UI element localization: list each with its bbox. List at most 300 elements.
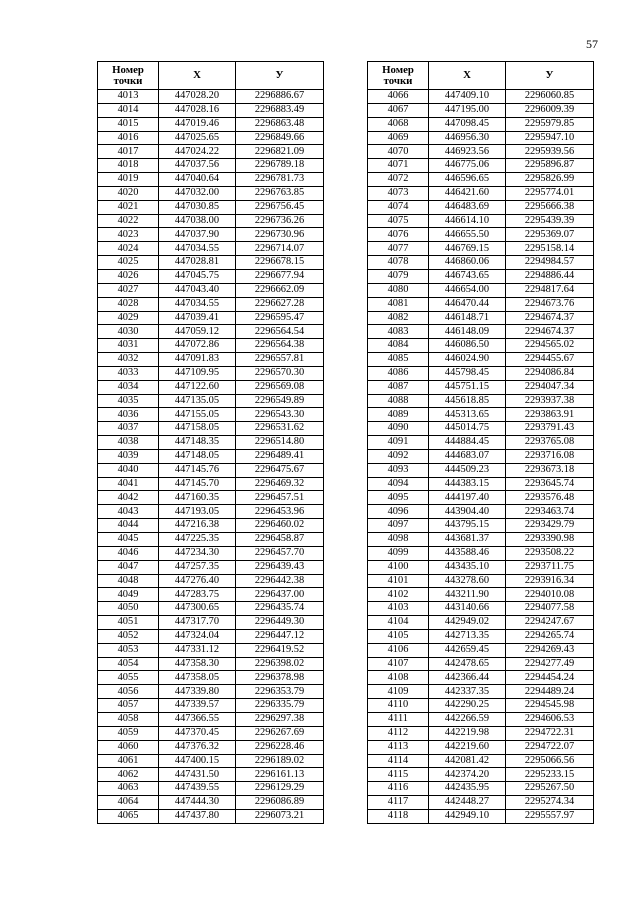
x-coordinate-cell: 447032.00 <box>159 186 236 200</box>
y-coordinate-cell: 2296442.38 <box>236 574 324 588</box>
table-row <box>368 643 594 657</box>
y-coordinate-cell: 2294545.98 <box>506 699 594 713</box>
y-coordinate-cell: 2296662.09 <box>236 283 324 297</box>
x-coordinate-cell: 447028.81 <box>159 256 236 270</box>
y-coordinate-cell: 2296086.89 <box>236 796 324 810</box>
x-coordinate-cell: 446148.71 <box>429 311 506 325</box>
y-coordinate-cell: 2293916.34 <box>506 574 594 588</box>
y-coordinate-cell: 2296447.12 <box>236 629 324 643</box>
point-number-cell: 4039 <box>98 449 159 463</box>
y-coordinate-cell: 2296821.09 <box>236 145 324 159</box>
point-number-cell: 4110 <box>368 699 429 713</box>
point-number-cell: 4114 <box>368 754 429 768</box>
table-header-row <box>368 62 594 90</box>
point-number-cell: 4111 <box>368 712 429 726</box>
point-number-cell: 4015 <box>98 117 159 131</box>
table-row <box>368 145 594 159</box>
x-coordinate-cell: 446596.65 <box>429 173 506 187</box>
point-number-cell: 4104 <box>368 616 429 630</box>
y-coordinate-cell: 2295369.07 <box>506 228 594 242</box>
y-coordinate-cell: 2296189.02 <box>236 754 324 768</box>
point-number-cell: 4046 <box>98 546 159 560</box>
table-row <box>368 546 594 560</box>
table-row <box>368 657 594 671</box>
x-coordinate-cell: 447431.50 <box>159 768 236 782</box>
x-coordinate-cell: 447034.55 <box>159 297 236 311</box>
y-coordinate-cell: 2294454.24 <box>506 671 594 685</box>
table-row <box>98 339 324 353</box>
point-number-cell: 4023 <box>98 228 159 242</box>
table-row <box>98 159 324 173</box>
y-coordinate-cell: 2293716.08 <box>506 449 594 463</box>
point-number-cell: 4018 <box>98 159 159 173</box>
x-coordinate-cell: 444383.15 <box>429 477 506 491</box>
point-number-cell: 4066 <box>368 90 429 104</box>
x-coordinate-cell: 447039.41 <box>159 311 236 325</box>
header-point-number-line2: точки <box>113 74 143 87</box>
x-coordinate-cell: 445798.45 <box>429 366 506 380</box>
table-row <box>368 588 594 602</box>
y-coordinate-cell: 2295158.14 <box>506 242 594 256</box>
point-number-cell: 4052 <box>98 629 159 643</box>
table-row <box>98 256 324 270</box>
x-coordinate-cell: 447037.56 <box>159 159 236 173</box>
table-row <box>368 269 594 283</box>
y-coordinate-cell: 2295826.99 <box>506 173 594 187</box>
y-coordinate-cell: 2294984.57 <box>506 256 594 270</box>
x-coordinate-cell: 442478.65 <box>429 657 506 671</box>
table-row <box>368 809 594 823</box>
y-coordinate-cell: 2294673.76 <box>506 297 594 311</box>
y-coordinate-cell: 2296453.96 <box>236 505 324 519</box>
point-number-cell: 4029 <box>98 311 159 325</box>
y-coordinate-cell: 2294010.08 <box>506 588 594 602</box>
x-coordinate-cell: 447045.75 <box>159 269 236 283</box>
y-coordinate-cell: 2295939.56 <box>506 145 594 159</box>
table-row <box>98 602 324 616</box>
x-coordinate-cell: 442219.98 <box>429 726 506 740</box>
header-x: X <box>429 62 506 90</box>
x-coordinate-cell: 442266.59 <box>429 712 506 726</box>
x-coordinate-cell: 447409.10 <box>429 90 506 104</box>
y-coordinate-cell: 2296398.02 <box>236 657 324 671</box>
table-row <box>98 491 324 505</box>
table-row <box>368 380 594 394</box>
point-number-cell: 4043 <box>98 505 159 519</box>
point-number-cell: 4064 <box>98 796 159 810</box>
point-number-cell: 4051 <box>98 616 159 630</box>
x-coordinate-cell: 447437.80 <box>159 809 236 823</box>
point-number-cell: 4079 <box>368 269 429 283</box>
x-coordinate-cell: 447145.70 <box>159 477 236 491</box>
y-coordinate-cell: 2296353.79 <box>236 685 324 699</box>
point-number-cell: 4117 <box>368 796 429 810</box>
table-row <box>368 491 594 505</box>
x-coordinate-cell: 447366.55 <box>159 712 236 726</box>
y-coordinate-cell: 2296489.41 <box>236 449 324 463</box>
y-coordinate-cell: 2296678.15 <box>236 256 324 270</box>
y-coordinate-cell: 2294722.07 <box>506 740 594 754</box>
x-coordinate-cell: 447024.22 <box>159 145 236 159</box>
point-number-cell: 4105 <box>368 629 429 643</box>
y-coordinate-cell: 2296073.21 <box>236 809 324 823</box>
table-row <box>98 436 324 450</box>
y-coordinate-cell: 2294277.49 <box>506 657 594 671</box>
table-row <box>368 574 594 588</box>
coordinates-table-left <box>97 61 324 824</box>
x-coordinate-cell: 446956.30 <box>429 131 506 145</box>
y-coordinate-cell: 2295267.50 <box>506 782 594 796</box>
y-coordinate-cell: 2296627.28 <box>236 297 324 311</box>
x-coordinate-cell: 447135.05 <box>159 394 236 408</box>
header-point-number-line1: Номер <box>382 63 414 76</box>
y-coordinate-cell: 2294077.58 <box>506 602 594 616</box>
x-coordinate-cell: 447098.45 <box>429 117 506 131</box>
table-row <box>368 726 594 740</box>
table-row <box>98 712 324 726</box>
x-coordinate-cell: 447158.05 <box>159 422 236 436</box>
x-coordinate-cell: 444197.40 <box>429 491 506 505</box>
y-coordinate-cell: 2296549.89 <box>236 394 324 408</box>
point-number-cell: 4078 <box>368 256 429 270</box>
y-coordinate-cell: 2293463.74 <box>506 505 594 519</box>
point-number-cell: 4054 <box>98 657 159 671</box>
point-number-cell: 4033 <box>98 366 159 380</box>
y-coordinate-cell: 2294674.37 <box>506 311 594 325</box>
y-coordinate-cell: 2296458.87 <box>236 533 324 547</box>
table-row <box>98 519 324 533</box>
point-number-cell: 4048 <box>98 574 159 588</box>
header-x: X <box>159 62 236 90</box>
x-coordinate-cell: 447283.75 <box>159 588 236 602</box>
table-row <box>98 297 324 311</box>
x-coordinate-cell: 447025.65 <box>159 131 236 145</box>
point-number-cell: 4091 <box>368 436 429 450</box>
table-row <box>368 560 594 574</box>
table-row <box>98 186 324 200</box>
y-coordinate-cell: 2294047.34 <box>506 380 594 394</box>
point-number-cell: 4045 <box>98 533 159 547</box>
header-point-number-line2: точки <box>383 74 413 87</box>
table-row <box>368 242 594 256</box>
point-number-cell: 4113 <box>368 740 429 754</box>
table-row <box>368 283 594 297</box>
y-coordinate-cell: 2296129.29 <box>236 782 324 796</box>
table-row <box>98 782 324 796</box>
x-coordinate-cell: 447109.95 <box>159 366 236 380</box>
y-coordinate-cell: 2296730.96 <box>236 228 324 242</box>
x-coordinate-cell: 447148.35 <box>159 436 236 450</box>
table-row <box>368 214 594 228</box>
x-coordinate-cell: 447339.80 <box>159 685 236 699</box>
y-coordinate-cell: 2296677.94 <box>236 269 324 283</box>
y-coordinate-cell: 2294455.67 <box>506 353 594 367</box>
table-row <box>368 768 594 782</box>
point-number-cell: 4067 <box>368 103 429 117</box>
point-number-cell: 4086 <box>368 366 429 380</box>
table-row <box>98 408 324 422</box>
table-row <box>368 408 594 422</box>
x-coordinate-cell: 447439.55 <box>159 782 236 796</box>
point-number-cell: 4026 <box>98 269 159 283</box>
y-coordinate-cell: 2296557.81 <box>236 353 324 367</box>
x-coordinate-cell: 447257.35 <box>159 560 236 574</box>
x-coordinate-cell: 446614.10 <box>429 214 506 228</box>
point-number-cell: 4065 <box>98 809 159 823</box>
table-row <box>368 699 594 713</box>
point-number-cell: 4049 <box>98 588 159 602</box>
x-coordinate-cell: 447028.20 <box>159 90 236 104</box>
y-coordinate-cell: 2294886.44 <box>506 269 594 283</box>
table-row <box>98 325 324 339</box>
y-coordinate-cell: 2296449.30 <box>236 616 324 630</box>
y-coordinate-cell: 2294674.37 <box>506 325 594 339</box>
table-row <box>368 533 594 547</box>
y-coordinate-cell: 2294565.02 <box>506 339 594 353</box>
table-row <box>368 103 594 117</box>
point-number-cell: 4071 <box>368 159 429 173</box>
x-coordinate-cell: 443435.10 <box>429 560 506 574</box>
table-row <box>368 754 594 768</box>
x-coordinate-cell: 447145.76 <box>159 463 236 477</box>
point-number-cell: 4063 <box>98 782 159 796</box>
y-coordinate-cell: 2296781.73 <box>236 173 324 187</box>
x-coordinate-cell: 446483.69 <box>429 200 506 214</box>
x-coordinate-cell: 442219.60 <box>429 740 506 754</box>
x-coordinate-cell: 446470.44 <box>429 297 506 311</box>
x-coordinate-cell: 447276.40 <box>159 574 236 588</box>
x-coordinate-cell: 447030.85 <box>159 200 236 214</box>
point-number-cell: 4112 <box>368 726 429 740</box>
y-coordinate-cell: 2296460.02 <box>236 519 324 533</box>
table-row <box>98 560 324 574</box>
y-coordinate-cell: 2293791.43 <box>506 422 594 436</box>
y-coordinate-cell: 2295947.10 <box>506 131 594 145</box>
point-number-cell: 4106 <box>368 643 429 657</box>
point-number-cell: 4069 <box>368 131 429 145</box>
y-coordinate-cell: 2294269.43 <box>506 643 594 657</box>
table-row <box>98 754 324 768</box>
table-row <box>98 380 324 394</box>
x-coordinate-cell: 442337.35 <box>429 685 506 699</box>
y-coordinate-cell: 2294489.24 <box>506 685 594 699</box>
point-number-cell: 4042 <box>98 491 159 505</box>
x-coordinate-cell: 447400.15 <box>159 754 236 768</box>
table-row <box>368 463 594 477</box>
table-row <box>368 325 594 339</box>
page-number: 57 <box>586 37 598 51</box>
x-coordinate-cell: 447072.86 <box>159 339 236 353</box>
table-row <box>368 477 594 491</box>
y-coordinate-cell: 2296849.66 <box>236 131 324 145</box>
point-number-cell: 4100 <box>368 560 429 574</box>
y-coordinate-cell: 2296297.38 <box>236 712 324 726</box>
x-coordinate-cell: 446769.15 <box>429 242 506 256</box>
y-coordinate-cell: 2296736.26 <box>236 214 324 228</box>
point-number-cell: 4044 <box>98 519 159 533</box>
x-coordinate-cell: 442366.44 <box>429 671 506 685</box>
x-coordinate-cell: 443795.15 <box>429 519 506 533</box>
point-number-cell: 4097 <box>368 519 429 533</box>
table-row <box>368 422 594 436</box>
y-coordinate-cell: 2296564.54 <box>236 325 324 339</box>
y-coordinate-cell: 2296789.18 <box>236 159 324 173</box>
point-number-cell: 4062 <box>98 768 159 782</box>
y-coordinate-cell: 2296886.67 <box>236 90 324 104</box>
x-coordinate-cell: 444683.07 <box>429 449 506 463</box>
point-number-cell: 4103 <box>368 602 429 616</box>
point-number-cell: 4093 <box>368 463 429 477</box>
table-row <box>368 796 594 810</box>
x-coordinate-cell: 446421.60 <box>429 186 506 200</box>
point-number-cell: 4031 <box>98 339 159 353</box>
y-coordinate-cell: 2296439.43 <box>236 560 324 574</box>
table-row <box>368 685 594 699</box>
y-coordinate-cell: 2293508.22 <box>506 546 594 560</box>
x-coordinate-cell: 443140.66 <box>429 602 506 616</box>
point-number-cell: 4032 <box>98 353 159 367</box>
point-number-cell: 4055 <box>98 671 159 685</box>
x-coordinate-cell: 447160.35 <box>159 491 236 505</box>
point-number-cell: 4057 <box>98 699 159 713</box>
y-coordinate-cell: 2295896.87 <box>506 159 594 173</box>
table-row <box>98 574 324 588</box>
table-row <box>98 616 324 630</box>
x-coordinate-cell: 443278.60 <box>429 574 506 588</box>
y-coordinate-cell: 2295274.34 <box>506 796 594 810</box>
y-coordinate-cell: 2295066.56 <box>506 754 594 768</box>
point-number-cell: 4034 <box>98 380 159 394</box>
table-row <box>368 90 594 104</box>
point-number-cell: 4047 <box>98 560 159 574</box>
y-coordinate-cell: 2296883.49 <box>236 103 324 117</box>
point-number-cell: 4072 <box>368 173 429 187</box>
x-coordinate-cell: 447019.46 <box>159 117 236 131</box>
table-row <box>368 519 594 533</box>
table-row <box>98 449 324 463</box>
y-coordinate-cell: 2296543.30 <box>236 408 324 422</box>
table-row <box>98 353 324 367</box>
point-number-cell: 4037 <box>98 422 159 436</box>
point-number-cell: 4084 <box>368 339 429 353</box>
x-coordinate-cell: 447370.45 <box>159 726 236 740</box>
x-coordinate-cell: 444509.23 <box>429 463 506 477</box>
x-coordinate-cell: 447300.65 <box>159 602 236 616</box>
y-coordinate-cell: 2294722.31 <box>506 726 594 740</box>
point-number-cell: 4077 <box>368 242 429 256</box>
table-row <box>98 283 324 297</box>
table-row <box>98 505 324 519</box>
x-coordinate-cell: 442949.10 <box>429 809 506 823</box>
y-coordinate-cell: 2294247.67 <box>506 616 594 630</box>
x-coordinate-cell: 446086.50 <box>429 339 506 353</box>
y-coordinate-cell: 2296457.51 <box>236 491 324 505</box>
y-coordinate-cell: 2294817.64 <box>506 283 594 297</box>
y-coordinate-cell: 2296756.45 <box>236 200 324 214</box>
point-number-cell: 4053 <box>98 643 159 657</box>
point-number-cell: 4095 <box>368 491 429 505</box>
table-row <box>98 657 324 671</box>
y-coordinate-cell: 2293937.38 <box>506 394 594 408</box>
x-coordinate-cell: 445751.15 <box>429 380 506 394</box>
table-row <box>368 311 594 325</box>
x-coordinate-cell: 447028.16 <box>159 103 236 117</box>
coordinates-table-right <box>367 61 594 824</box>
point-number-cell: 4058 <box>98 712 159 726</box>
point-number-cell: 4040 <box>98 463 159 477</box>
point-number-cell: 4019 <box>98 173 159 187</box>
table-row <box>98 809 324 823</box>
table-row <box>98 740 324 754</box>
point-number-cell: 4109 <box>368 685 429 699</box>
x-coordinate-cell: 446775.06 <box>429 159 506 173</box>
point-number-cell: 4060 <box>98 740 159 754</box>
table-row <box>368 394 594 408</box>
y-coordinate-cell: 2296763.85 <box>236 186 324 200</box>
x-coordinate-cell: 442949.02 <box>429 616 506 630</box>
point-number-cell: 4087 <box>368 380 429 394</box>
x-coordinate-cell: 447040.64 <box>159 173 236 187</box>
y-coordinate-cell: 2293673.18 <box>506 463 594 477</box>
table-row <box>98 671 324 685</box>
y-coordinate-cell: 2294265.74 <box>506 629 594 643</box>
y-coordinate-cell: 2293429.79 <box>506 519 594 533</box>
x-coordinate-cell: 447444.30 <box>159 796 236 810</box>
y-coordinate-cell: 2296475.67 <box>236 463 324 477</box>
x-coordinate-cell: 447317.70 <box>159 616 236 630</box>
x-coordinate-cell: 443211.90 <box>429 588 506 602</box>
table-row <box>98 533 324 547</box>
y-coordinate-cell: 2296335.79 <box>236 699 324 713</box>
point-number-cell: 4083 <box>368 325 429 339</box>
x-coordinate-cell: 447195.00 <box>429 103 506 117</box>
table-row <box>368 671 594 685</box>
point-number-cell: 4030 <box>98 325 159 339</box>
y-coordinate-cell: 2295979.85 <box>506 117 594 131</box>
point-number-cell: 4082 <box>368 311 429 325</box>
table-row <box>98 173 324 187</box>
y-coordinate-cell: 2294086.84 <box>506 366 594 380</box>
x-coordinate-cell: 447043.40 <box>159 283 236 297</box>
x-coordinate-cell: 447339.57 <box>159 699 236 713</box>
table-row <box>98 463 324 477</box>
x-coordinate-cell: 447324.04 <box>159 629 236 643</box>
point-number-cell: 4038 <box>98 436 159 450</box>
point-number-cell: 4080 <box>368 283 429 297</box>
y-coordinate-cell: 2296714.07 <box>236 242 324 256</box>
y-coordinate-cell: 2296863.48 <box>236 117 324 131</box>
y-coordinate-cell: 2296514.80 <box>236 436 324 450</box>
y-coordinate-cell: 2293765.08 <box>506 436 594 450</box>
y-coordinate-cell: 2293390.98 <box>506 533 594 547</box>
table-row <box>368 602 594 616</box>
x-coordinate-cell: 442659.45 <box>429 643 506 657</box>
table-row <box>368 629 594 643</box>
x-coordinate-cell: 447122.60 <box>159 380 236 394</box>
point-number-cell: 4098 <box>368 533 429 547</box>
table-row <box>98 145 324 159</box>
point-number-cell: 4016 <box>98 131 159 145</box>
point-number-cell: 4075 <box>368 214 429 228</box>
point-number-cell: 4115 <box>368 768 429 782</box>
table-row <box>98 546 324 560</box>
table-row <box>368 256 594 270</box>
point-number-cell: 4090 <box>368 422 429 436</box>
x-coordinate-cell: 443681.37 <box>429 533 506 547</box>
point-number-cell: 4025 <box>98 256 159 270</box>
x-coordinate-cell: 446655.50 <box>429 228 506 242</box>
y-coordinate-cell: 2296435.74 <box>236 602 324 616</box>
